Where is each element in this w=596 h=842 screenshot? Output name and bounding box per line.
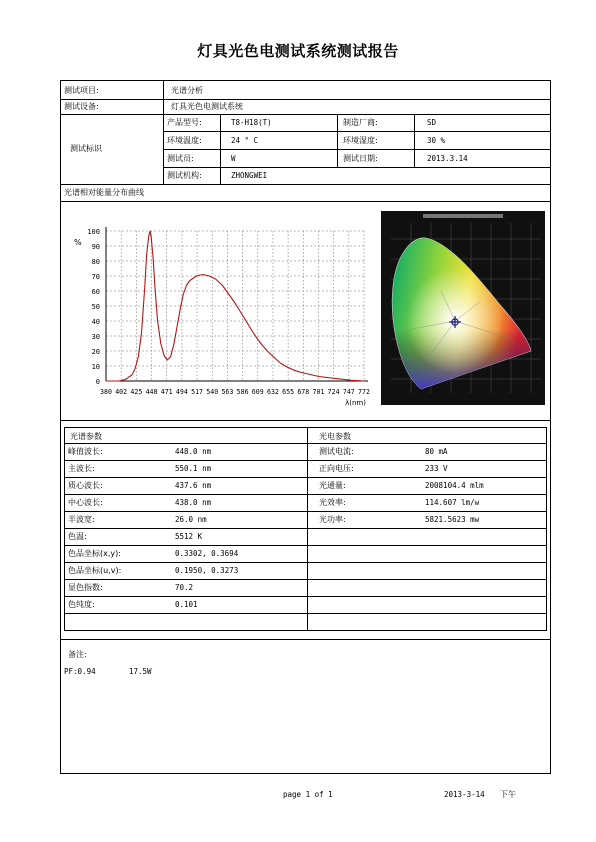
electrical-param-label: 光功率: <box>319 515 346 524</box>
cie-diagram <box>381 211 545 405</box>
org-label: 测试机构: <box>167 171 202 180</box>
model-value: T8-H18(T) <box>231 118 272 127</box>
y-tick-label: 100 <box>87 228 100 236</box>
equipment-value: 灯具光色电测试系统 <box>171 102 243 111</box>
id-label: 测试标识 <box>70 144 102 153</box>
spectral-param-value: 70.2 <box>175 583 194 592</box>
x-tick-label: 425 <box>130 388 143 396</box>
spectral-param-value: 550.1 nm <box>175 464 212 473</box>
header-rule <box>60 201 551 202</box>
notes-pf: PF:0.94 <box>64 667 96 676</box>
x-tick-label: 563 <box>221 388 234 396</box>
spectral-param-label: 中心波长: <box>68 498 103 507</box>
tester-value: W <box>231 154 236 163</box>
params-row-rule <box>64 477 547 478</box>
x-tick-label: 609 <box>251 388 264 396</box>
manufacturer-label: 制造厂商: <box>343 118 378 127</box>
params-divider <box>307 427 308 631</box>
electrical-param-value: 5821.5623 mw <box>425 515 480 524</box>
spectral-param-value: 5512 K <box>175 532 203 541</box>
params-row-rule <box>64 579 547 580</box>
y-tick-label: 50 <box>91 303 100 311</box>
x-tick-label: 724 <box>327 388 340 396</box>
date-label: 测试日期: <box>343 154 378 163</box>
spectral-param-label: 半波宽: <box>68 515 95 524</box>
spectrum-chart-svg <box>64 209 377 414</box>
spectral-param-label: 显色指数: <box>68 583 103 592</box>
spectral-param-value: 0.101 <box>175 600 198 609</box>
test-item-value: 光谱分析 <box>171 86 203 95</box>
model-label: 产品型号: <box>167 118 202 127</box>
electrical-params-header: 光电参数 <box>319 432 351 441</box>
tester-label: 测试员: <box>167 154 194 163</box>
spectrum-section-label: 光谱相对能量分布曲线 <box>64 188 144 197</box>
params-row-rule <box>64 511 547 512</box>
y-tick-label: 60 <box>91 288 100 296</box>
equipment-label: 测试设备: <box>64 102 99 111</box>
report-title: 灯具光色电测试系统测试报告 <box>197 42 399 60</box>
params-row-rule <box>64 460 547 461</box>
y-axis-label: % <box>74 238 82 247</box>
x-tick-label: 701 <box>312 388 325 396</box>
params-row-rule <box>64 562 547 563</box>
y-tick-label: 70 <box>91 273 100 281</box>
electrical-param-value: 2008104.4 mlm <box>425 481 484 490</box>
test-item-label: 测试项目: <box>64 86 99 95</box>
header-rule <box>163 149 551 150</box>
spectral-param-label: 色品坐标(x,y): <box>68 549 121 558</box>
spectral-param-value: 438.0 nm <box>175 498 212 507</box>
y-tick-label: 10 <box>91 363 100 371</box>
y-tick-label: 90 <box>91 243 100 251</box>
x-tick-label: 772 <box>358 388 370 396</box>
params-row-rule <box>64 613 547 614</box>
electrical-param-value: 80 mA <box>425 447 448 456</box>
print-ampm: 下午 <box>500 790 516 799</box>
manufacturer-value: SD <box>427 118 437 127</box>
electrical-param-value: 233 V <box>425 464 448 473</box>
params-row-rule <box>64 494 547 495</box>
print-date: 2013-3-14 <box>444 790 485 799</box>
header-rule <box>60 184 551 185</box>
electrical-param-label: 正向电压: <box>319 464 354 473</box>
spectral-param-value: 448.0 nm <box>175 447 212 456</box>
org-value: ZHONGWEI <box>231 171 268 180</box>
spectral-param-label: 峰值波长: <box>68 447 103 456</box>
spectral-param-label: 色品坐标(u,v): <box>68 566 122 575</box>
header-divider <box>337 114 338 167</box>
x-axis-label: λ(nm) <box>345 399 366 407</box>
header-rule <box>60 99 551 100</box>
x-tick-label: 540 <box>206 388 219 396</box>
x-tick-label: 402 <box>115 388 128 396</box>
electrical-param-label: 光通量: <box>319 481 346 490</box>
electrical-param-value: 114.607 lm/w <box>425 498 480 507</box>
header-divider <box>414 114 415 167</box>
header-rule <box>163 131 551 132</box>
params-row-rule <box>64 528 547 529</box>
page-number: page 1 of 1 <box>283 790 333 799</box>
x-tick-label: 517 <box>191 388 204 396</box>
notes-rule <box>60 639 551 640</box>
header-divider <box>163 80 164 184</box>
x-tick-label: 747 <box>342 388 355 396</box>
temp-value: 24 ° C <box>231 136 259 145</box>
cie-header-strip <box>423 214 503 218</box>
y-tick-label: 20 <box>91 348 100 356</box>
humidity-label: 环境湿度: <box>343 136 378 145</box>
spectral-param-value: 26.0 nm <box>175 515 207 524</box>
electrical-param-label: 光效率: <box>319 498 346 507</box>
notes-label: 备注: <box>68 650 87 659</box>
y-tick-label: 30 <box>91 333 100 341</box>
spectral-param-label: 质心波长: <box>68 481 103 490</box>
humidity-value: 30 % <box>427 136 446 145</box>
x-tick-label: 655 <box>282 388 295 396</box>
params-row-rule <box>64 443 547 444</box>
params-row-rule <box>64 596 547 597</box>
notes-power: 17.5W <box>129 667 152 676</box>
y-tick-label: 40 <box>91 318 100 326</box>
y-tick-label: 80 <box>91 258 100 266</box>
electrical-param-label: 测试电流: <box>319 447 354 456</box>
spectral-param-value: 0.3302, 0.3694 <box>175 549 239 558</box>
x-tick-label: 380 <box>100 388 112 396</box>
header-divider <box>220 114 221 184</box>
y-tick-label: 0 <box>95 378 100 386</box>
x-tick-label: 586 <box>236 388 249 396</box>
x-tick-label: 448 <box>145 388 158 396</box>
spectral-param-value: 437.6 nm <box>175 481 212 490</box>
date-value: 2013.3.14 <box>427 154 468 163</box>
params-row-rule <box>64 545 547 546</box>
header-rule <box>60 114 551 115</box>
x-tick-label: 678 <box>297 388 310 396</box>
spectrum-chart <box>64 209 377 414</box>
spectral-param-label: 主波长: <box>68 464 95 473</box>
section-rule <box>60 420 551 421</box>
spectral-param-value: 0.1950, 0.3273 <box>175 566 239 575</box>
cie-diagram-svg <box>381 211 545 405</box>
spectral-param-label: 色纯度: <box>68 600 95 609</box>
header-rule <box>163 167 551 168</box>
x-tick-label: 471 <box>160 388 173 396</box>
params-table <box>64 427 547 631</box>
x-tick-label: 632 <box>266 388 279 396</box>
spectral-params-header: 光谱参数 <box>70 432 102 441</box>
temp-label: 环境温度: <box>167 136 202 145</box>
x-tick-label: 494 <box>175 388 188 396</box>
spectral-param-label: 色温: <box>68 532 87 541</box>
